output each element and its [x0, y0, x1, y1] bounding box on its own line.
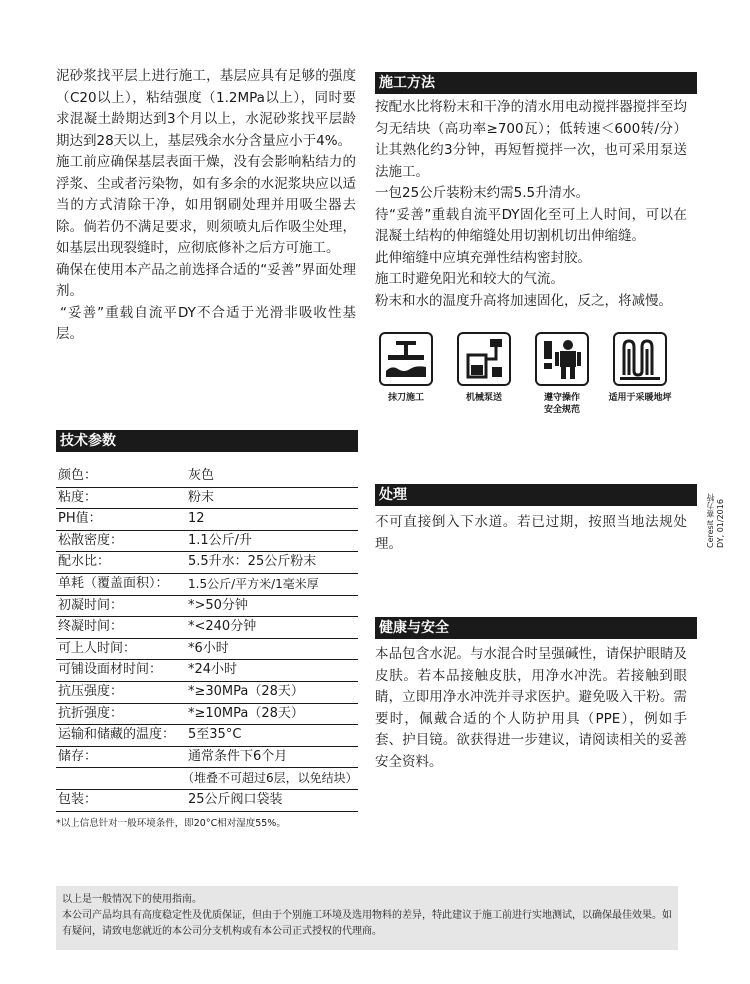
row-value: （堆叠不可超过6层，以免结块） — [182, 771, 358, 786]
row-value: 25公斤阀口袋装 — [188, 791, 283, 807]
table-row — [56, 747, 358, 769]
footer-line: 以上是一般情况下的使用指南。 — [62, 894, 202, 905]
row-label: PH值： — [58, 511, 102, 527]
row-label: 运输和储藏的温度： — [58, 727, 176, 743]
row-value: 1.1公斤/升 — [188, 532, 253, 548]
row-label: 包装： — [58, 791, 98, 807]
paragraph: 一包25公斤装粉末约需5.5升清水。 — [375, 185, 590, 201]
table-row — [56, 617, 358, 639]
table-row — [56, 509, 358, 531]
icon-label — [531, 392, 593, 416]
icon-item-floor-heating — [609, 332, 671, 404]
icon-label: 抹刀施工 — [387, 393, 424, 403]
row-value: *<240分钟 — [188, 619, 257, 635]
section-title-construction-method: 施工方法 — [375, 72, 697, 94]
paragraph: 泥砂浆找平层上进行施工，基层应具有足够的强度（C20以上），粘结强度（1.2MPa以上），同时要求混凝土龄期达到3个月以上，水泥砂浆找平层龄期达到28天以上，基层残余水分含量应小于4%。 — [56, 68, 356, 149]
row-label: 抗折强度： — [58, 705, 124, 721]
row-value: *≥30MPa（28天） — [188, 683, 304, 699]
construction-method-body — [375, 97, 687, 312]
health-safety-body — [375, 644, 687, 773]
section-title-tech-params: 技术参数 — [56, 430, 358, 452]
row-value: *>50分钟 — [188, 597, 248, 613]
table-row — [56, 639, 358, 661]
side-label-line: DY, 01/2016 — [716, 499, 725, 548]
paragraph: 施工前应确保基层表面干燥，没有会影响粘结力的浮浆、尘或者污染物，如有多余的水泥浆块应以适当的方式清除干净，如用钢刷处理并用吸尘器去除。倘若仍不满足要求，则须喷丸后作吸尘处理，如基层出现裂缝时，应彻底修补之后方可施工。 — [56, 154, 356, 256]
row-label — [56, 768, 182, 789]
row-label: 终凝时间： — [58, 619, 124, 635]
table-row — [56, 488, 358, 510]
side-label — [706, 478, 725, 548]
row-label: 粘度： — [58, 489, 98, 505]
table-row — [56, 682, 358, 704]
paragraph: “妥善”重载自流平DY不合适于光滑非吸收性基层。 — [56, 304, 356, 342]
icon-item-safety — [531, 332, 593, 416]
row-label: 抗压强度： — [58, 683, 124, 699]
row-label: 单耗（覆盖面积）： — [58, 575, 169, 591]
row-label: 颜色： — [58, 468, 98, 483]
table-row — [56, 596, 358, 618]
row-label: 可上人时间： — [58, 640, 137, 656]
paragraph: 此伸缩缝中应填充弹性结构密封胶。 — [375, 249, 591, 266]
paragraph: 本品包含水泥。与水混合时呈强碱性，请保护眼睛及皮肤。若本品接触皮肤，用净水冲洗。若接触到眼睛，立即用净水冲洗并寻求医护。避免吸入干粉。需要时，佩戴合适的个人防护用具（PPE），例如手套、护目镜。欲获得进一步建议，请阅读相关的妥善安全资料。 — [375, 646, 687, 770]
tech-params-footnote: *以上信息针对一般环境条件，即20°C相对湿度55%。 — [56, 818, 286, 829]
footer-line: 本公司产品均具有高度稳定性及优质保证，但由于个别施工环境及选用物料的差异，特此建议于施工前进行实地测试，以确保最佳效果。如有疑问，请致电您就近的本公司分支机构或有本公司正式授权的代理商。 — [62, 910, 672, 937]
application-icons — [375, 332, 685, 422]
table-row — [56, 725, 358, 747]
icon-label: 适用于采暖地坪 — [608, 393, 672, 403]
tech-params-table — [56, 466, 358, 812]
row-value: 5.5升水：25公斤粉末 — [188, 554, 317, 570]
icon-label-line: 安全规范 — [543, 405, 580, 415]
table-row — [56, 466, 358, 488]
row-value: 灰色 — [188, 468, 215, 483]
paragraph: 施工时避免阳光和较大的气流。 — [375, 271, 564, 287]
icon-label-line: 遵守操作 — [543, 393, 580, 403]
row-value: *24小时 — [188, 662, 238, 678]
row-value: *6小时 — [188, 640, 229, 656]
side-label-line: Ceresit 赛力特 — [706, 493, 715, 548]
paragraph: 不可直接倒入下水道。若已过期，按照当地法规处理。 — [375, 514, 687, 552]
row-label: 储存： — [58, 748, 98, 764]
footer-disclaimer — [56, 886, 678, 950]
paragraph: 确保在使用本产品之前选择合适的“妥善”界面处理剂。 — [56, 261, 356, 299]
row-value: 12 — [188, 511, 205, 527]
section-title-disposal: 处理 — [375, 484, 697, 506]
row-label: 初凝时间： — [58, 597, 124, 613]
row-label: 可铺设面材时间： — [58, 662, 163, 678]
left-column — [56, 66, 356, 346]
section-title-health-safety: 健康与安全 — [375, 617, 697, 639]
row-value: 1.5公斤/平方米/1毫米厚 — [188, 576, 319, 591]
paragraph: 粉末和水的温度升高将加速固化，反之，将减慢。 — [375, 292, 672, 309]
paragraph: 按配水比将粉末和干净的清水用电动搅拌器搅拌至均匀无结块（高功率≥700瓦）；低转速＜600转/分）让其熟化约3分钟，再短暂搅拌一次，也可采用泵送法施工。 — [375, 99, 687, 180]
table-row — [56, 552, 358, 574]
row-label: 配水比： — [58, 554, 111, 570]
table-row — [56, 768, 358, 790]
table-row — [56, 790, 358, 812]
row-value: 5至35°C — [188, 727, 242, 743]
pump-icon — [457, 332, 511, 386]
row-value: 通常条件下6个月 — [188, 748, 288, 764]
safety-icon — [535, 332, 589, 386]
table-row — [56, 704, 358, 726]
row-value: 粉末 — [188, 489, 215, 505]
table-row — [56, 531, 358, 553]
row-value: *≥10MPa（28天） — [188, 705, 304, 721]
table-row — [56, 660, 358, 682]
disposal-body — [375, 512, 687, 555]
row-label: 松散密度： — [58, 532, 124, 548]
trowel-icon — [379, 332, 433, 386]
icon-item-trowel — [375, 332, 437, 404]
icon-label: 机械泵送 — [465, 393, 502, 403]
paragraph: 待“妥善”重载自流平DY固化至可上人时间，可以在混凝土结构的伸缩缝处用切割机切出伸缩缝。 — [375, 206, 687, 244]
floor-heating-icon — [613, 332, 667, 386]
table-row — [56, 574, 358, 596]
icon-item-pump — [453, 332, 515, 404]
